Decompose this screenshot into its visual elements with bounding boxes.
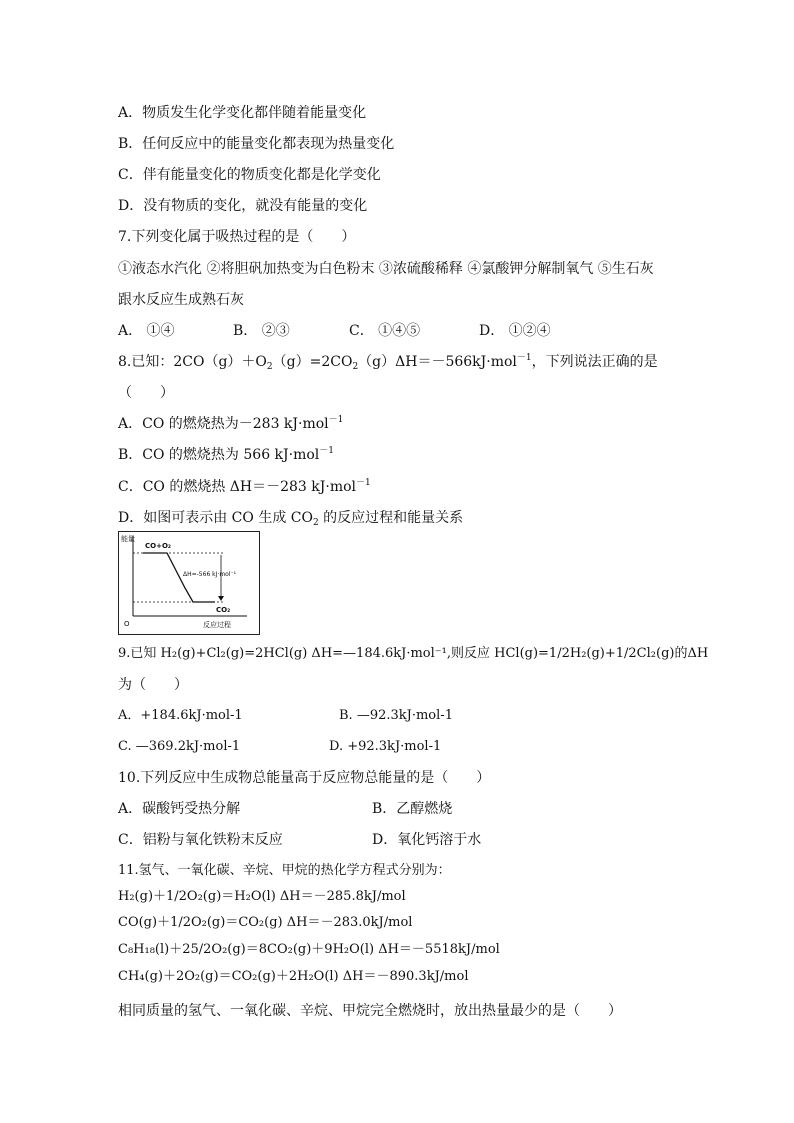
q11-equation-4: CH₄(g)＋2O₂(g)＝CO₂(g)＋2H₂O(l) ΔH＝－890.3kJ/mol bbox=[118, 969, 469, 984]
q9-option-b: B. —92.3kJ·mol-1 bbox=[339, 708, 453, 723]
q7-option-a: A． ①④ bbox=[118, 323, 175, 339]
q6-option-d: D．没有物质的变化，就没有能量的变化 bbox=[118, 198, 368, 214]
q10-option-c: C．铝粉与氧化铁粉末反应 bbox=[118, 832, 283, 848]
q7-option-d: D． ①②④ bbox=[479, 323, 551, 339]
q8-option-b: B．CO 的燃烧热为 566 kJ·mol$^{-1}$ bbox=[118, 446, 335, 463]
q11-stem: 11.氢气、一氧化碳、辛烷、甲烷的热化学方程式分别为： bbox=[118, 863, 451, 878]
q6-option-b: B．任何反应中的能量变化都表现为热量变化 bbox=[118, 136, 395, 152]
q6-option-a: A．物质发生化学变化都伴随着能量变化 bbox=[118, 105, 367, 121]
q7-items-line1: ①液态水汽化 ②将胆矾加热变为白色粉末 ③浓硫酸稀释 ④氯酸钾分解制氧气 ⑤生石灰 bbox=[118, 261, 654, 277]
q8-option-d: D．如图可表示由 CO 生成 $CO_2$ 的反应过程和能量关系 bbox=[118, 510, 464, 528]
energy-diagram-svg bbox=[119, 532, 259, 634]
energy-diagram bbox=[118, 531, 260, 635]
q9-stem-line2: 为（ ） bbox=[118, 677, 188, 693]
y-axis-label: 能量 bbox=[121, 535, 135, 543]
q8-option-a: A．CO 的燃烧热为－283 kJ·mol$^{-1}$ bbox=[118, 415, 344, 432]
q9-option-c: C. —369.2kJ·mol-1 bbox=[118, 739, 241, 754]
q6-option-c: C．伴有能量变化的物质变化都是化学变化 bbox=[118, 167, 381, 183]
delta-h-arrowhead bbox=[218, 596, 224, 601]
origin-label: O bbox=[124, 620, 130, 628]
q8-stem-line2: （ ） bbox=[118, 385, 174, 401]
q9-option-a: A．+184.6kJ·mol-1 bbox=[118, 708, 243, 723]
q11-equation-2: CO(g)＋1/2O₂(g)＝CO₂(g) ΔH＝－283.0kJ/mol bbox=[118, 915, 413, 930]
q11-equation-1: H₂(g)＋1/2O₂(g)＝H₂O(l) ΔH＝－285.8kJ/mol bbox=[118, 889, 406, 904]
q10-option-a: A．碳酸钙受热分解 bbox=[118, 801, 241, 817]
q8-stem: 8.已知：$2CO(g)+O_2(g)=2CO_2(g)\Delta H=-566kJ\cdot mol^{-1}$，下列说法正确的是 bbox=[118, 353, 658, 372]
q10-option-b: B．乙醇燃烧 bbox=[372, 801, 453, 817]
q11-equation-3: C₈H₁₈(l)＋25/2O₂(g)＝8CO₂(g)＋9H₂O(l) ΔH＝－5518kJ/mol bbox=[118, 942, 500, 957]
q9-stem: 9.已知 H₂(g)+Cl₂(g)=2HCl(g) ΔH=—184.6kJ·mol⁻¹,则反应 HCl(g)=1/2H₂(g)+1/2Cl₂(g)的ΔH bbox=[118, 646, 709, 661]
q9-option-d: D. +92.3kJ·mol-1 bbox=[329, 739, 442, 754]
product-label: CO₂ bbox=[216, 606, 231, 614]
q10-option-d: D．氧化钙溶于水 bbox=[372, 832, 482, 848]
x-axis-label: 反应过程 bbox=[203, 621, 231, 629]
q8-option-c: C．CO 的燃烧热 ΔH＝－283 kJ·mol$^{-1}$ bbox=[118, 478, 371, 495]
reactant-label: CO+O₂ bbox=[145, 542, 171, 550]
q7-stem: 7.下列变化属于吸热过程的是（ ） bbox=[118, 229, 356, 245]
delta-h-label: ΔH=-566 kJ·mol⁻¹ bbox=[183, 571, 237, 578]
q7-items-line2: 跟水反应生成熟石灰 bbox=[118, 292, 244, 308]
q7-option-c: C． ①④⑤ bbox=[349, 323, 421, 339]
q11-question: 相同质量的氢气、一氧化碳、辛烷、甲烷完全燃烧时，放出热量最少的是（ ） bbox=[118, 1003, 622, 1019]
q7-option-b: B． ②③ bbox=[233, 323, 290, 339]
q10-stem: 10.下列反应中生成物总能量高于反应物总能量的是（ ） bbox=[118, 770, 491, 786]
